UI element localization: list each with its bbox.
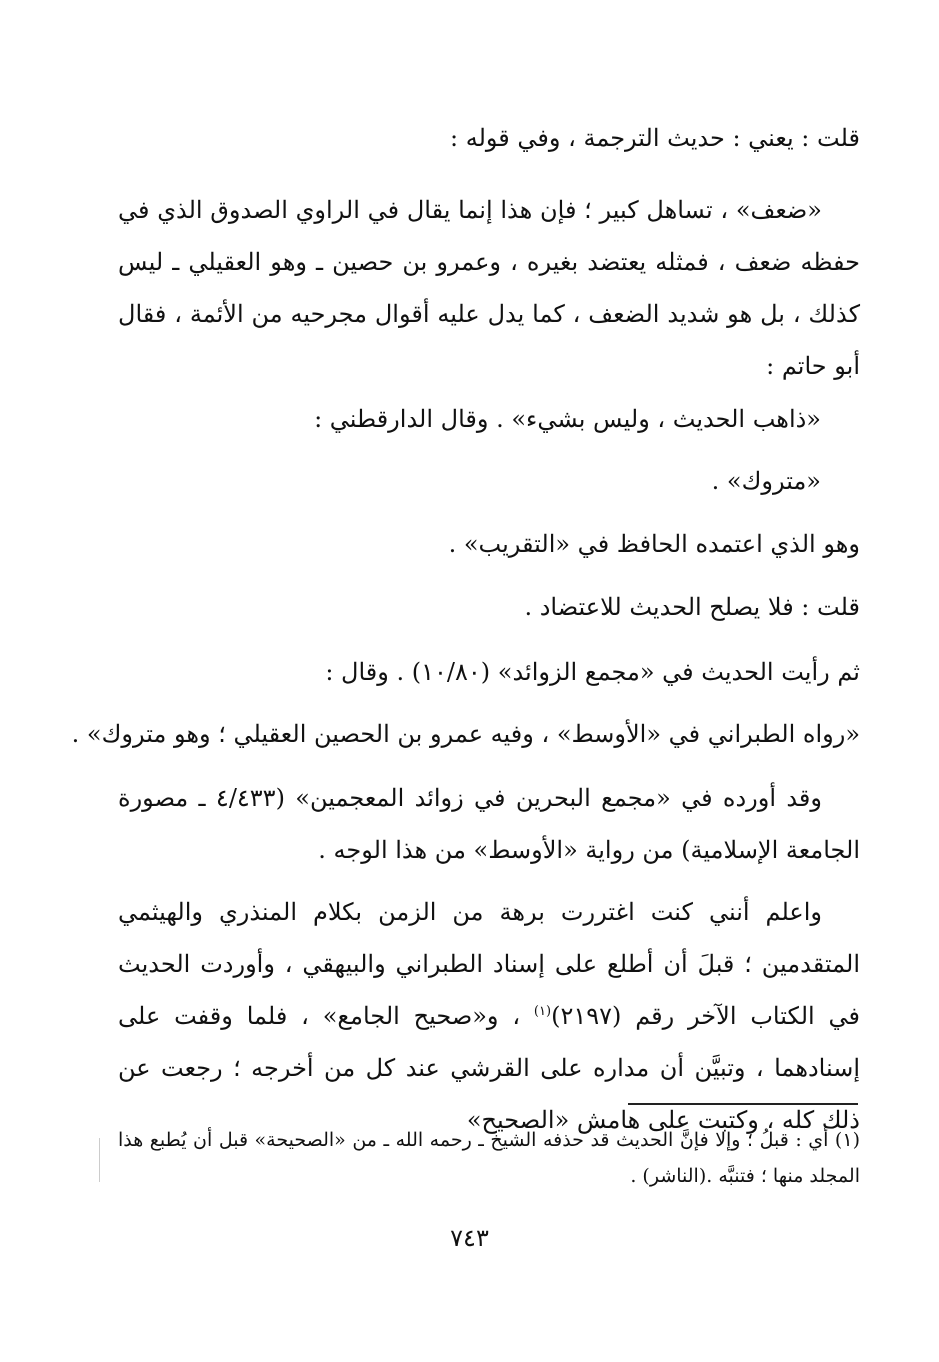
paragraph-retraction xyxy=(118,886,860,1146)
quote-tabarani: «رواه الطبراني في «الأوسط» ، وفيه عمرو بن الحصين العقيلي ؛ وهو متروك» . xyxy=(71,720,860,748)
quote-daraqutni: «متروك» . xyxy=(711,467,821,495)
margin-mark xyxy=(99,1138,100,1182)
retraction-text-part-1: واعلم أنني كنت اغتررت برهة من الزمن بكلام المنذري والهيثمي المتقدمين ؛ قبلَ أن أطلع على إسناد الطبراني والبيهقي ، وأوردت الحديث في الكتاب الآخر رقم (٢١٩٧) xyxy=(118,898,861,1030)
page-number: ٧٤٣ xyxy=(450,1224,489,1252)
paragraph-intro: قلت : يعني : حديث الترجمة ، وفي قوله : xyxy=(450,124,860,152)
quote-abu-hatim: «ذاهب الحديث ، وليس بشيء» . وقال الدارقطني : xyxy=(314,405,821,433)
paragraph-weak-assessment: «ضعف» ، تساهل كبير ؛ فإن هذا إنما يقال في الراوي الصدوق الذي في حفظه ضعف ، فمثله يعتضد بغيره ، وعمرو بن حصين ـ وهو العقيلي ـ ليس كذلك ، بل هو شديد الضعف ، كما يدل عليه أقوال مجرحيه من الأئمة ، فقال أبو حاتم : xyxy=(118,196,860,380)
paragraph-conclusion: قلت : فلا يصلح الحديث للاعتضاد . xyxy=(524,593,860,621)
paragraph-majma-reference: ثم رأيت الحديث في «مجمع الزوائد» (١٠/٨٠) . وقال : xyxy=(325,658,860,686)
footnote-text: (١) أي : قبلُ ؛ وإلا فإنَّ الحديث قد حذفه الشيخ ـ رحمه الله ـ من «الصحيحة» قبل أن يُطبع هذا المجلد منها ؛ فتنبَّه .(الناشر) . xyxy=(118,1129,860,1187)
paragraph-majma-bahrain: وقد أورده في «مجمع البحرين في زوائد المعجمين» (٤/٤٣٣ ـ مصورة الجامعة الإسلامية) من رواية «الأوسط» من هذا الوجه . xyxy=(118,784,860,864)
retraction-text-part-2: ، و«صحيح الجامع» ، فلما وقفت على إسنادهما ، وتبيَّن أن مداره على القرشي عند كل من أخرجه ؛ رجعت عن ذلك كله ، وكتبت على هامش «الصحيح» xyxy=(118,1002,860,1134)
paragraph-taqrib: وهو الذي اعتمده الحافظ في «التقريب» . xyxy=(448,530,860,558)
footnote-reference: (١) xyxy=(533,1004,552,1019)
footnote-divider xyxy=(628,1103,858,1105)
